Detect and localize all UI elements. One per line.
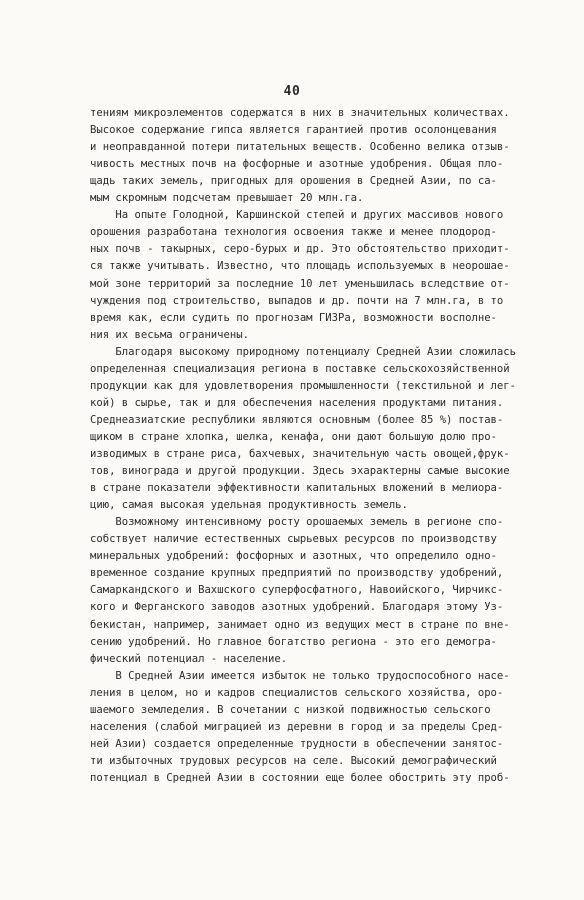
text-line: населения (слабой миграцией из деревни в город и за пределы Сред- xyxy=(90,720,504,733)
text-line: мой зоне территорий за последние 10 лет уменьшилась вследствие от- xyxy=(90,277,510,290)
text-line: мым скромным подсчетам превышает 20 млн.га. xyxy=(90,192,364,205)
text-line: Среднеазиатские республики являются основным (более 85 %) постав- xyxy=(90,413,504,426)
text-line: ных почв - такырных, серо-бурых и др. Это обстоятельство приходит- xyxy=(90,243,510,256)
text-line: Благодаря высокому природному потенциалу Средней Азии сложилась xyxy=(90,345,516,358)
text-line: изводимых в стране риса, бахчевых, значительную часть овощей,фрук- xyxy=(90,448,510,460)
text-line: тов, винограда и другой продукции. Здесь эхарактерны самые высокие xyxy=(90,465,510,478)
text-line: Самаркандского и Вахшского суперфосфатного, Навоийского, Чирчикс- xyxy=(90,584,504,597)
text-line: тениям микроэлементов содержатся в них в значительных количествах. xyxy=(90,107,510,119)
text-line: чуждения под строительство, выпадов и др. почти на 7 млн.га, в то xyxy=(90,294,504,307)
text-line: кого и Ферганского заводов азотных удобрений. Благодаря этому Уз- xyxy=(90,601,504,614)
text-line: ления в целом, но и кадров специалистов сельского хозяйства, оро- xyxy=(90,686,504,699)
text-line: орошения разработана технология освоения также и менее плодород- xyxy=(90,226,497,239)
text-line: временное создание крупных предприятий по производству удобрений, xyxy=(90,567,504,580)
text-line: щадь таких земель, пригодных для орошения в Средней Азии, по са- xyxy=(90,175,497,188)
text-line: бекистан, например, занимает одно из ведущих мест в стране по вне- xyxy=(90,618,510,631)
page-number: 40 xyxy=(283,84,301,99)
text-line: В Средней Азии имеется избыток не только трудоспособного насе- xyxy=(90,669,510,682)
text-line: кой) в сырье, так и для обеспечения населения продуктами питания. xyxy=(90,396,504,409)
text-line: потенциал в Средней Азии в состоянии еще более обострить эту проб- xyxy=(90,771,510,784)
text-line: Возможному интенсивному росту орошаемых земель в регионе спо- xyxy=(90,516,504,529)
text-line: цию, самая высокая удельная продуктивность земель. xyxy=(90,499,408,512)
text-line: время как, если судить по прогнозам ГИЗРа, возможности восполне- xyxy=(90,311,497,324)
text-line: в стране показатели эффективности капитальных вложений в мелиора- xyxy=(90,482,504,495)
text-line: Высокое содержание гипса является гарантией против осолонцевания xyxy=(90,124,497,137)
text-line: и неоправданной потери питательных веществ. Особенно велика отзыв- xyxy=(90,141,510,154)
text-line: щиком в стране хлопка, шелка, кенафа, они дают большую долю про- xyxy=(90,430,497,443)
text-line: сению удобрений. Но главное богатство региона - это его демогра- xyxy=(90,635,497,648)
text-line: собствует наличие естественных сырьевых ресурсов по производству xyxy=(90,533,497,546)
text-line: продукции как для удовлетворения промышленности (текстильной и лег- xyxy=(90,379,516,392)
text-line: ти избыточных трудовых ресурсов на селе. Высокий демографический xyxy=(90,754,497,767)
text-line: ния их весьма ограничены. xyxy=(90,328,249,341)
text-line: ней Азии) создается определенные трудности в обеспечении занятос- xyxy=(90,737,504,750)
text-line: минеральных удобрений: фосфорных и азотных, что определило одно- xyxy=(90,550,497,563)
text-line: шаемого земледелия. В сочетании с низкой подвижностью сельского xyxy=(90,703,491,716)
text-line: чивость местных почв на фосфорные и азотные удобрения. Общая пло- xyxy=(90,158,504,171)
text-line: На опыте Голодной, Каршинской степей и других массивов нового xyxy=(90,209,504,222)
text-line: определенная специализация региона в поставке сельскохозяйственной xyxy=(90,362,510,375)
text-line: фический потенциал - население. xyxy=(90,652,288,665)
text-line: ся также учитывать. Известно, что площадь используемых в неорошае- xyxy=(90,260,510,273)
